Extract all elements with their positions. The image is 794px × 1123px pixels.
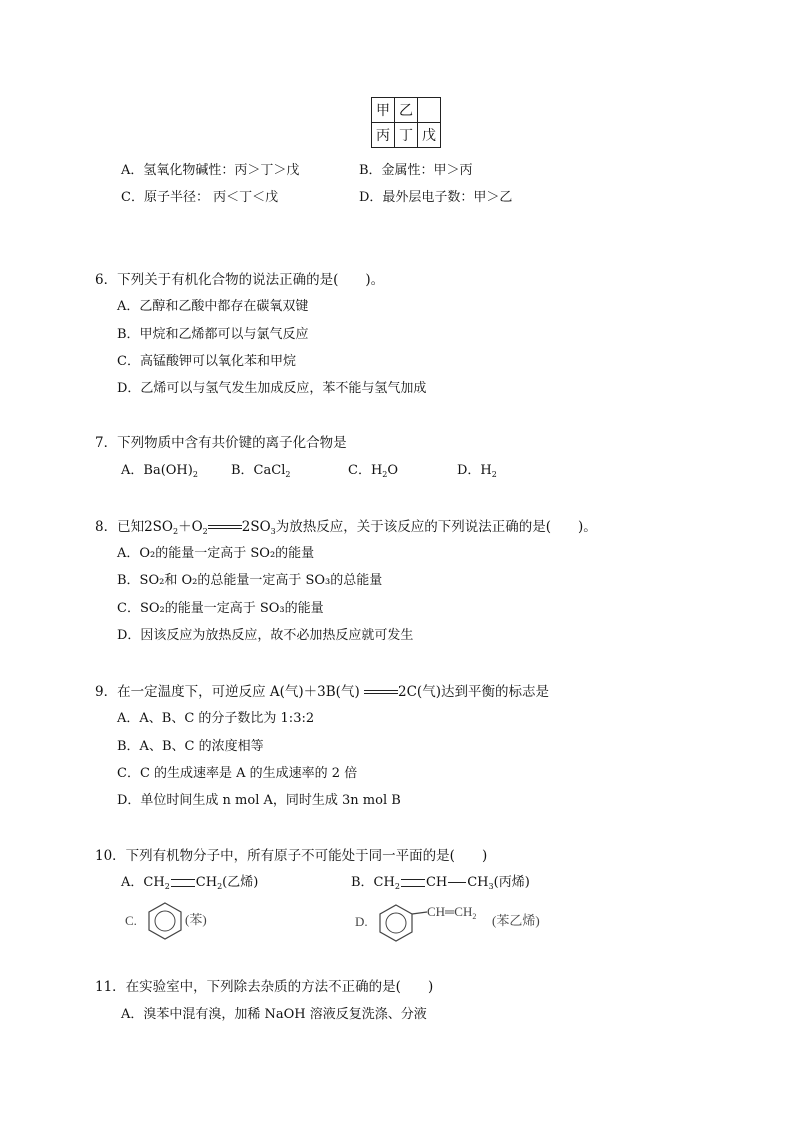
q7-option-c: C．$H_2O$ bbox=[348, 463, 399, 479]
q8-option-c: C．SO₂的能量一定高于 SO₃的能量 bbox=[117, 601, 324, 616]
reversible-arrow bbox=[364, 688, 398, 698]
q10-option-d-name: (苯乙烯) bbox=[492, 913, 540, 928]
q6-stem: 6．下列关于有机化合物的说法正确的是( )。 bbox=[95, 272, 385, 288]
q7-option-a: A．$Ba(OH)_2$ bbox=[121, 463, 198, 479]
q9-option-c: C．C 的生成速率是 A 的生成速率的 2 倍 bbox=[117, 766, 358, 781]
q8-stem: 8．已知$2SO_2+O_2$ $2SO_3$为放热反应，关于该反应的下列说法正确的是( )。 bbox=[95, 519, 597, 536]
q6-option-b: B．甲烷和乙烯都可以与氯气反应 bbox=[117, 327, 309, 342]
q8-option-b: B．SO₂和 O₂的总能量一定高于 SO₃的总能量 bbox=[117, 573, 383, 588]
cell-jia: 甲 bbox=[372, 98, 395, 123]
q10-option-d-vinyl: $CH═CH_2$ bbox=[427, 904, 477, 921]
q8-option-a: A．O₂的能量一定高于 SO₂的能量 bbox=[117, 546, 315, 561]
q6-option-c: C．高锰酸钾可以氧化苯和甲烷 bbox=[117, 354, 296, 369]
q7-option-d: D．$H_2$ bbox=[457, 463, 497, 479]
q10-option-d-label: D. bbox=[355, 914, 368, 929]
q7-stem: 7．下列物质中含有共价键的离子化合物是 bbox=[95, 435, 347, 451]
q9-option-a: A．A、B、C 的分子数比为 1:3:2 bbox=[117, 711, 315, 726]
cell-yi: 乙 bbox=[395, 98, 418, 123]
q5-option-c: C．原子半径： 丙＜丁＜戊 bbox=[121, 190, 279, 205]
cell-bing: 丙 bbox=[372, 123, 395, 148]
q5-option-b: B．金属性：甲＞丙 bbox=[359, 163, 473, 178]
q7-option-b: B．CaCl$_2$ bbox=[231, 463, 291, 479]
reversible-arrow bbox=[208, 523, 242, 533]
q5-option-d: D．最外层电子数：甲＞乙 bbox=[359, 190, 513, 205]
q6-option-d: D．乙烯可以与氢气发生加成反应，苯不能与氢气加成 bbox=[117, 381, 427, 396]
q11-option-a: A．溴苯中混有溴，加稀 NaOH 溶液反复洗涤、分液 bbox=[121, 1007, 427, 1022]
q10-option-b: B．$CH_2$ CH $CH_3$(丙烯) bbox=[351, 875, 530, 891]
cell-ding: 丁 bbox=[395, 123, 418, 148]
q10-option-c-name: (苯) bbox=[185, 912, 207, 927]
q9-option-d: D．单位时间生成 n mol A，同时生成 3n mol B bbox=[117, 793, 401, 808]
cell-wu: 戊 bbox=[418, 123, 441, 148]
q8-option-d: D．因该反应为放热反应，故不必加热反应就可发生 bbox=[117, 628, 414, 643]
q10-option-a: A．$CH_2$ $CH_2$(乙烯) bbox=[121, 875, 259, 891]
q10-option-c-label: C. bbox=[125, 913, 137, 928]
q11-stem: 11．在实验室中，下列除去杂质的方法不正确的是( ) bbox=[95, 979, 434, 995]
q6-option-a: A．乙醇和乙酸中都存在碳氧双键 bbox=[117, 299, 309, 314]
periodic-table-fragment bbox=[371, 97, 441, 148]
q9-option-b: B．A、B、C 的浓度相等 bbox=[117, 739, 264, 754]
benzene-ring-icon bbox=[146, 900, 184, 942]
q10-stem: 10．下列有机物分子中，所有原子不可能处于同一平面的是( ) bbox=[95, 848, 488, 864]
q5-option-a: A．氢氧化物碱性：丙＞丁＞戊 bbox=[121, 163, 300, 178]
cell-empty bbox=[418, 98, 441, 123]
q9-stem: 9．在一定温度下，可逆反应 A(气)＋3B(气) 2C(气)达到平衡的标志是 bbox=[95, 684, 549, 700]
styrene-ring-icon bbox=[377, 900, 429, 944]
